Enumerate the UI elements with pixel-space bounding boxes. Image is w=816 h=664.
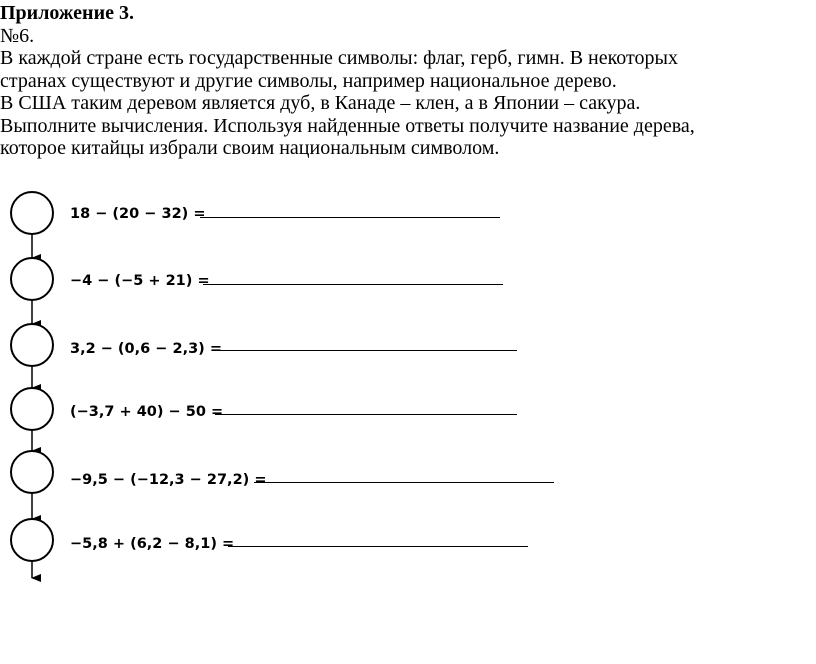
expression-3: 3,2 − (0,6 − 2,3) = bbox=[70, 341, 223, 357]
answer-line-4[interactable] bbox=[215, 414, 517, 415]
answer-line-6[interactable] bbox=[228, 546, 528, 547]
expression-6: −5,8 + (6,2 − 8,1) = bbox=[70, 536, 235, 552]
expression-5: −9,5 − (−12,3 − 27,2) = bbox=[70, 472, 267, 488]
answer-line-2[interactable] bbox=[203, 284, 503, 285]
task-paragraph-line-1: В каждой стране есть государственные символы: флаг, герб, гимн. В некоторых bbox=[0, 47, 678, 69]
expression-4: (−3,7 + 40) − 50 = bbox=[70, 404, 224, 420]
answer-line-1[interactable] bbox=[200, 217, 500, 218]
task-paragraph-line-4: Выполните вычисления. Используя найденные ответы получите название дерева, bbox=[0, 114, 695, 137]
answer-circle-3[interactable] bbox=[11, 324, 53, 366]
task-paragraph-line-5: которое китайцы избрали своим национальным символом. bbox=[0, 137, 500, 159]
task-paragraph-line-2: странах существуют и другие символы, например национальное дерево. bbox=[0, 69, 617, 92]
answer-circle-1[interactable] bbox=[11, 192, 53, 234]
answer-circle-6[interactable] bbox=[11, 519, 53, 561]
answer-line-5[interactable] bbox=[254, 482, 554, 483]
answer-line-3[interactable] bbox=[215, 350, 517, 351]
answer-circle-2[interactable] bbox=[11, 258, 53, 300]
appendix-heading: Приложение 3. bbox=[0, 2, 134, 24]
expression-1: 18 − (20 − 32) = bbox=[70, 206, 206, 222]
answer-circle-5[interactable] bbox=[11, 451, 53, 493]
answer-circle-4[interactable] bbox=[11, 388, 53, 430]
task-paragraph-line-3: В США таким деревом является дуб, в Канаде – клен, а в Японии – сакура. bbox=[0, 92, 641, 114]
expression-2: −4 − (−5 + 21) = bbox=[70, 273, 210, 289]
task-number: №6. bbox=[0, 24, 35, 47]
